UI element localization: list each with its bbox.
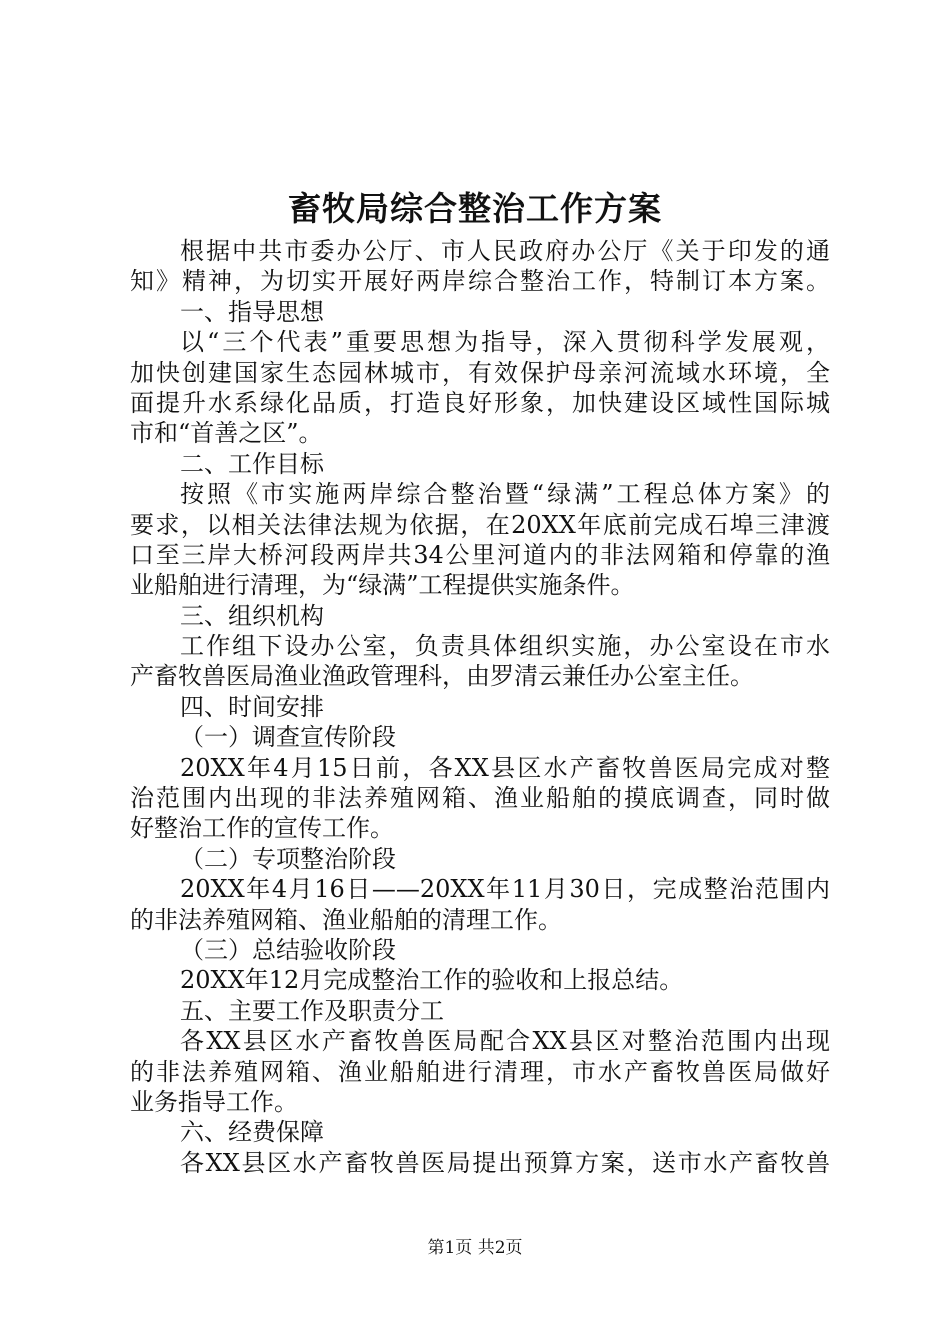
- text-line: 20XX年12月完成整治工作的验收和上报总结。: [180, 966, 684, 995]
- section-heading: 三、组织机构: [180, 601, 324, 630]
- subsection-heading: （二）专项整治阶段: [180, 844, 396, 873]
- text-line: 以“三个代表”重要思想为指导，深入贯彻科学发展观，: [180, 328, 830, 357]
- subsection-heading: （一）调查宣传阶段: [180, 723, 396, 752]
- section-heading: 四、时间安排: [180, 692, 324, 721]
- text-line: 各XX县区水产畜牧兽医局提出预算方案，送市水产畜牧兽: [180, 1148, 830, 1177]
- text-line: 治范围内出现的非法养殖网箱、渔业船舶的摸底调查，同时做: [130, 784, 830, 813]
- document-title: 畜牧局综合整治工作方案: [288, 189, 662, 228]
- text-line: 知》精神，为切实开展好两岸综合整治工作，特制订本方案。: [130, 267, 830, 296]
- text-line: 面提升水系绿化品质，打造良好形象，加快建设区域性国际城: [130, 388, 830, 417]
- text-line: 市和“首善之区”。: [130, 419, 323, 448]
- section-heading: 六、经费保障: [180, 1118, 324, 1147]
- text-line: 20XX年4月15日前，各XX县区水产畜牧兽医局完成对整: [180, 753, 830, 782]
- text-line: 产畜牧兽医局渔业渔政管理科，由罗清云兼任办公室主任。: [130, 662, 754, 691]
- text-line: 各XX县区水产畜牧兽医局配合XX县区对整治范围内出现: [180, 1027, 830, 1056]
- text-line: 的非法养殖网箱、渔业船舶的清理工作。: [130, 905, 562, 934]
- text-line: 口至三岸大桥河段两岸共34公里河道内的非法网箱和停靠的渔: [130, 540, 830, 569]
- text-line: 按照《市实施两岸综合整治暨“绿满”工程总体方案》的: [180, 480, 830, 509]
- text-line: 加快创建国家生态园林城市，有效保护母亲河流域水环境，全: [130, 358, 830, 387]
- text-line: 工作组下设办公室，负责具体组织实施，办公室设在市水: [180, 632, 830, 661]
- text-line: 业船舶进行清理，为“绿满”工程提供实施条件。: [130, 571, 635, 600]
- text-line: 20XX年4月16日——20XX年11月30日，完成整治范围内: [180, 875, 830, 904]
- text-line: 要求，以相关法律法规为依据，在20XX年底前完成石埠三津渡: [130, 510, 830, 539]
- document-body: [130, 236, 830, 1178]
- section-heading: 五、主要工作及职责分工: [180, 996, 444, 1025]
- page-footer: 第1页 共2页: [427, 1238, 523, 1258]
- text-line: 好整治工作的宣传工作。: [130, 814, 394, 843]
- section-heading: 二、工作目标: [180, 449, 324, 478]
- subsection-heading: （三）总结验收阶段: [180, 935, 396, 964]
- section-heading: 一、指导思想: [180, 297, 324, 326]
- text-line: 的非法养殖网箱、渔业船舶进行清理，市水产畜牧兽医局做好: [130, 1057, 830, 1086]
- text-line: 根据中共市委办公厅、市人民政府办公厅《关于印发的通: [180, 237, 830, 265]
- text-line: 业务指导工作。: [130, 1087, 298, 1116]
